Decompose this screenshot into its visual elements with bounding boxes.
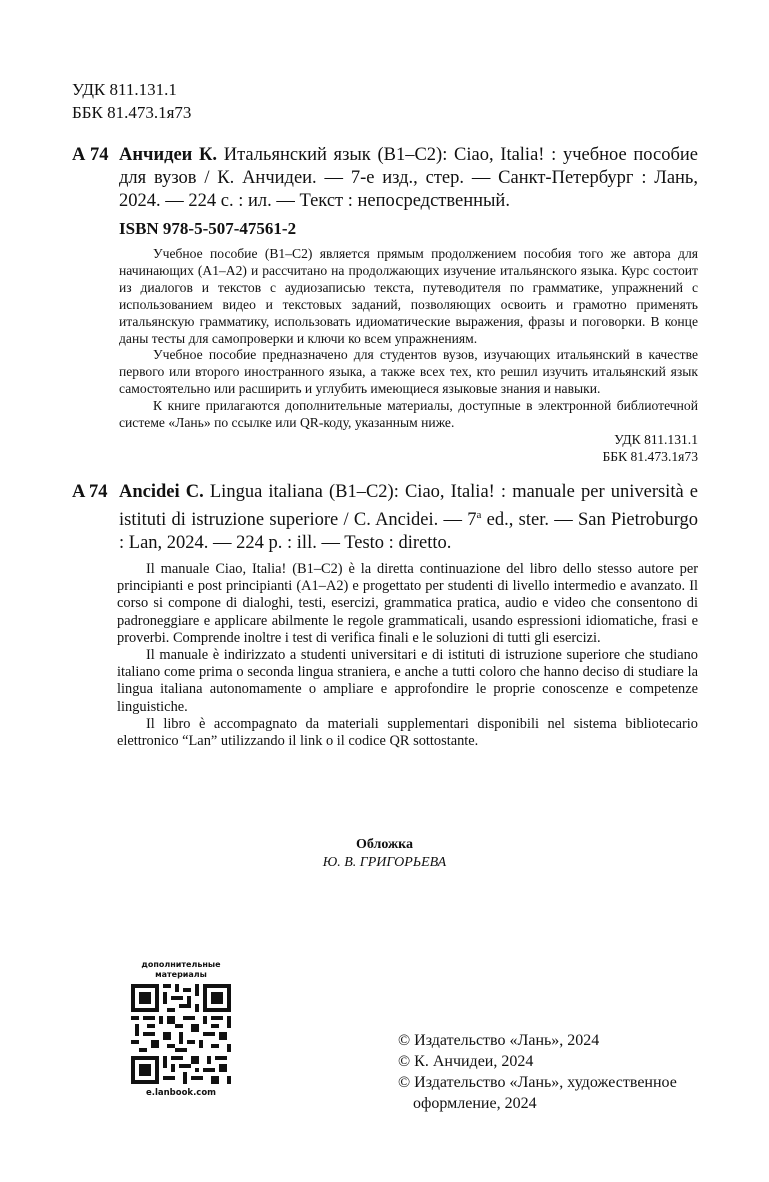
qr-block xyxy=(128,960,234,1098)
description-it-tail: ed., ster. — San Pietroburgo : Lan, 2024. — 224 p. : ill. — Testo : diretto. xyxy=(119,510,698,554)
abstract-ru xyxy=(119,246,698,466)
author-ru: Анчидеи К. xyxy=(119,145,218,165)
abstract-ru-paragraph: К книге прилагаются дополнительные материалы, доступные в электронной библиотечной системе «Лань» по ссылке или QR-коду, указанным ниже. xyxy=(119,398,698,431)
description-it: Lingua italiana (B1–C2): Ciao, Italia! : manuale per università e istituti di istruzione superiore / C. Ancidei. — 7 xyxy=(119,482,699,531)
copyright-line: оформление, 2024 xyxy=(413,1095,537,1112)
bbk-code: ББК 81.473.1я73 xyxy=(72,103,192,122)
qr-caption-line1: дополнительные xyxy=(141,960,221,969)
author-it: Ancidei C. xyxy=(119,482,204,502)
udk-right: УДК 811.131.1 xyxy=(614,431,698,447)
abstract-it-paragraph: Il manuale Ciao, Italia! (B1–C2) è la diretta continuazione del libro dello stesso autore per principianti e post principianti (A1–A2) e progettato per studenti di livello intermedio e avanzato. Il corso si compone di dialoghi, testi, esercizi, grammatica pratica, audio e video che consentono di padroneggiare e applicare abilmente le regole grammaticali, usando espressioni idiomatiche, frasi e proverbi. Comprende inoltre i test di verifica finali e le soluzioni di tutti gli esercizi. xyxy=(117,561,698,646)
qr-code-icon[interactable] xyxy=(131,984,231,1084)
isbn: ISBN 978-5-507-47561-2 xyxy=(119,219,297,238)
bbk-right: ББК 81.473.1я73 xyxy=(602,448,698,464)
classification-block xyxy=(72,78,191,124)
cover-label: Обложка xyxy=(355,837,414,852)
description-ru: Итальянский язык (В1–С2): Ciao, Italia! : учебное пособие для вузов / К. Анчидеи. — 7-е изд., стер. — Санкт-Петербург : Лань, 2024. — 224 с. : ил. — Текст : непосредственный. xyxy=(119,145,698,211)
author-code-ru: А 74 xyxy=(72,145,109,165)
edition-superscript: a xyxy=(476,509,482,521)
cover-designer: Ю. В. ГРИГОРЬЕВА xyxy=(322,855,447,870)
abstract-it xyxy=(117,561,698,750)
abstract-it-paragraph: Il manuale è indirizzato a studenti universitari e di istituti di istruzione superiore che studiano italiano come prima o seconda lingua straniera, e anche a tutti coloro che hanno deciso di studiare la lingua italiana autonomamente o ampliare e approfondire le proprie conoscenze e competenze linguistiche. xyxy=(117,647,698,715)
entry-it xyxy=(72,481,698,555)
entry-ru xyxy=(72,144,698,213)
copyright-line: © К. Анчидеи, 2024 xyxy=(398,1053,534,1070)
entry-it-text xyxy=(119,481,698,555)
cover-credit xyxy=(0,836,769,872)
copyright-line: © Издательство «Лань», 2024 xyxy=(398,1032,600,1049)
author-code-it: A 74 xyxy=(72,482,108,502)
qr-caption-line2: материалы xyxy=(155,970,207,979)
abstract-ru-paragraph: Учебное пособие (В1–С2) является прямым продолжением пособия того же автора для начинающих (А1–А2) и рассчитано на продолжающих изучение итальянского языка. Курс состоит из диалогов и текстов с аудиозаписью текста, путеводителя по грамматике, упражнений с использованием видео и текстовых заданий, позволяющих освоить и грамотно применять итальянскую грамматику, использовать идиоматические выражения, фразы и поговорки. В конце даны тесты для самопроверки и ключи ко всем упражнениям. xyxy=(119,246,698,346)
abstract-it-paragraph: Il libro è accompagnato da materiali supplementari disponibili nel sistema bibliotecario elettronico “Lan” utilizzando il link o il codice QR sottostante. xyxy=(117,715,698,750)
abstract-ru-paragraph: Учебное пособие предназначено для студентов вузов, изучающих итальянский в качестве первого или второго иностранного языка, а также всех тех, кто решил изучить итальянский язык самостоятельно или расширить и углубить имеющиеся языковые знания и навыки. xyxy=(119,347,698,397)
entry-ru-text xyxy=(119,144,698,213)
copyright-block xyxy=(398,1030,677,1114)
udk-code: УДК 811.131.1 xyxy=(72,80,177,99)
qr-url[interactable]: e.lanbook.com xyxy=(145,1088,217,1098)
copyright-line: © Издательство «Лань», художественное xyxy=(398,1074,677,1091)
